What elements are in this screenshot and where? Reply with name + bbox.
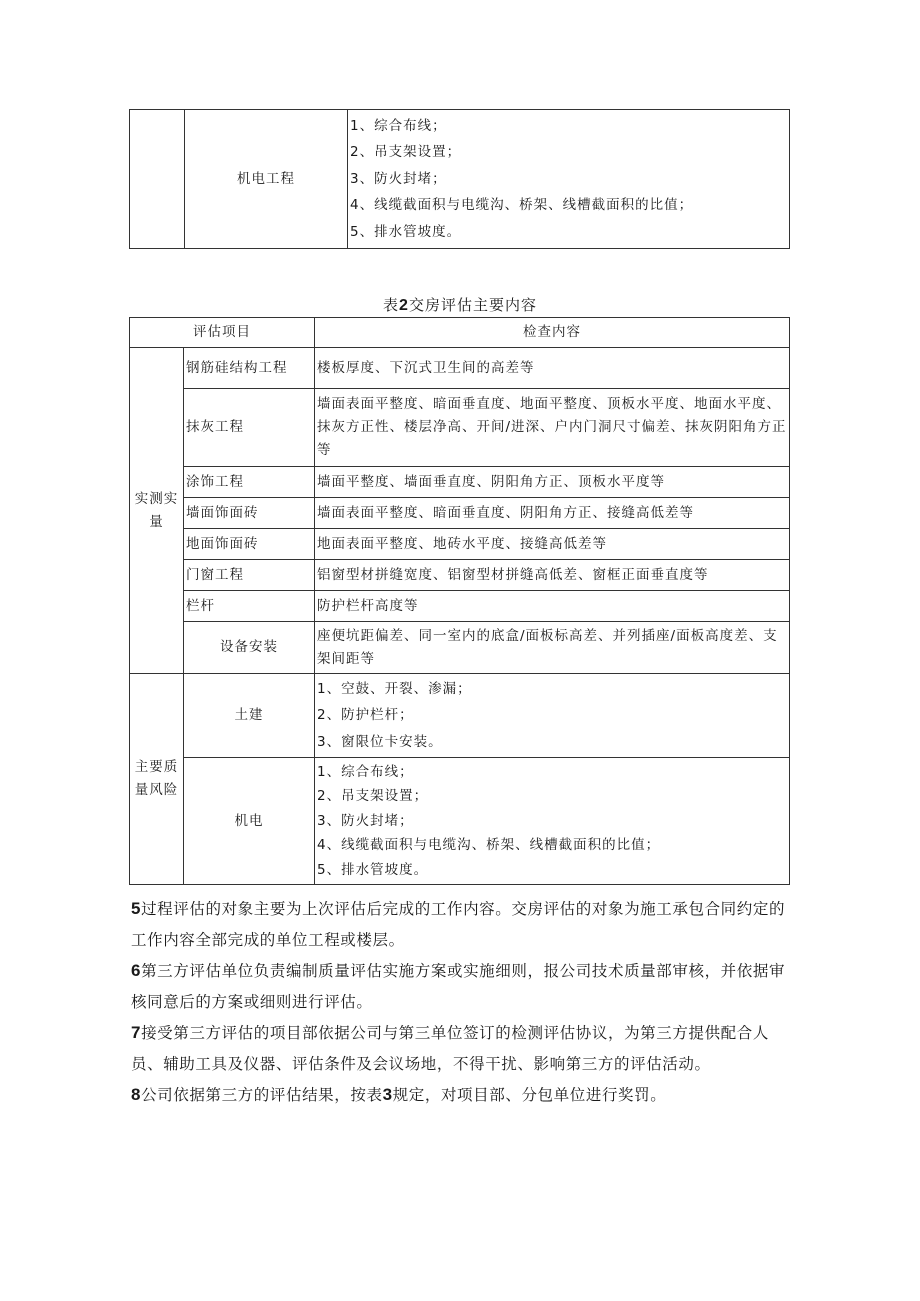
paragraph-6: [131, 955, 793, 1018]
paragraph-text: 接受第三方评估的项目部依据公司与第三单位签订的检测评估协议，为第三方提供配合人员、辅助工具及仪器、评估条件及会议场地，不得干扰、影响第三方的评估活动。: [131, 1024, 769, 1073]
row-item: 门窗工程: [184, 560, 315, 591]
row-item: 土建: [184, 674, 315, 758]
table-reference: 3: [382, 1085, 393, 1104]
header-content: 检查内容: [315, 318, 790, 348]
group2-label-line2: 量风险: [134, 782, 179, 798]
table1-label: 机电工程: [185, 110, 348, 249]
paragraph-number: 6: [131, 961, 142, 980]
header-item: 评估项目: [130, 318, 315, 348]
group1-label-line1: 实测实: [134, 490, 179, 507]
caption-prefix: 表: [383, 296, 400, 314]
list-item: 2、吊支架设置；: [350, 144, 462, 161]
table-1-continuation: [129, 109, 790, 249]
group2-label-line1: 主要质: [134, 759, 179, 775]
list-item: 1、综合布线；: [317, 763, 414, 780]
list-item: 1、综合布线；: [350, 117, 447, 134]
paragraph-text: 规定，对项目部、分包单位进行奖罚。: [392, 1086, 667, 1104]
list-item: 2、吊支架设置；: [317, 788, 429, 805]
list-item: 3、防火封堵；: [317, 812, 414, 829]
paragraph-7: [131, 1017, 793, 1080]
paragraph-text: 过程评估的对象主要为上次评估后完成的工作内容。交房评估的对象为施工承包合同约定的工作内容全部完成的单位工程或楼层。: [131, 900, 786, 949]
list-item: 3、防火封堵；: [350, 170, 447, 187]
list-item: 5、排水管坡度。: [350, 223, 462, 240]
row-content: 防护栏杆高度等: [315, 591, 790, 622]
row-content: 楼板厚度、下沉式卫生间的高差等: [315, 348, 790, 389]
row-item: 机电: [184, 758, 315, 885]
list-item: 2、防护栏杆；: [317, 707, 414, 724]
row-item: 钢筋硅结构工程: [184, 348, 315, 389]
caption-number: 2: [399, 297, 409, 314]
paragraph-8: [131, 1079, 793, 1111]
paragraph-number: 7: [131, 1023, 142, 1042]
caption-text: 交房评估主要内容: [408, 296, 537, 314]
group2-label: [130, 674, 184, 885]
row-content: 地面表面平整度、地砖水平度、接缝高低差等: [315, 529, 790, 560]
row-item: 墙面饰面砖: [184, 498, 315, 529]
row-content-list: [315, 674, 790, 758]
row-content: 墙面平整度、墙面垂直度、阴阳角方正、顶板水平度等: [315, 467, 790, 498]
list-item: 1、空鼓、开裂、渗漏；: [317, 680, 472, 697]
list-item: 4、线缆截面积与电缆沟、桥架、线槽截面积的比值；: [317, 837, 661, 854]
row-item: 地面饰面砖: [184, 529, 315, 560]
row-item: 栏杆: [184, 591, 315, 622]
table-2: [129, 317, 790, 885]
list-item: 5、排水管坡度。: [317, 861, 429, 878]
group1-label-line2: 量: [149, 513, 164, 530]
row-content: 座便坑距偏差、同一室内的底盒/面板标高差、并列插座/面板高度差、支架间距等: [315, 622, 790, 674]
paragraph-number: 5: [131, 899, 142, 918]
row-content: 墙面表面平整度、暗面垂直度、地面平整度、顶板水平度、地面水平度、抹灰方正性、楼层净高、开间/进深、户内门洞尺寸偏差、抹灰阴阳角方正等: [315, 389, 790, 467]
list-item: 4、线缆截面积与电缆沟、桥架、线槽截面积的比值；: [350, 197, 694, 214]
row-content: 铝窗型材拼缝宽度、铝窗型材拼缝高低差、窗框正面垂直度等: [315, 560, 790, 591]
paragraph-5: [131, 893, 793, 956]
paragraph-number: 8: [131, 1085, 142, 1104]
row-item: 涂饰工程: [184, 467, 315, 498]
list-item: 3、窗限位卡安装。: [317, 733, 443, 750]
row-item: 设备安装: [184, 622, 315, 674]
table-2-caption: [0, 294, 920, 315]
table1-items: [348, 110, 790, 249]
group1-label: [130, 348, 184, 674]
empty-cell: [130, 110, 185, 249]
row-content-list: [315, 758, 790, 885]
row-item: 抹灰工程: [184, 389, 315, 467]
paragraph-text: 公司依据第三方的评估结果，按表: [141, 1086, 383, 1104]
paragraph-text: 第三方评估单位负责编制质量评估实施方案或实施细则，报公司技术质量部审核，并依据审核同意后的方案或细则进行评估。: [131, 962, 786, 1011]
row-content: 墙面表面平整度、暗面垂直度、阴阳角方正、接缝高低差等: [315, 498, 790, 529]
